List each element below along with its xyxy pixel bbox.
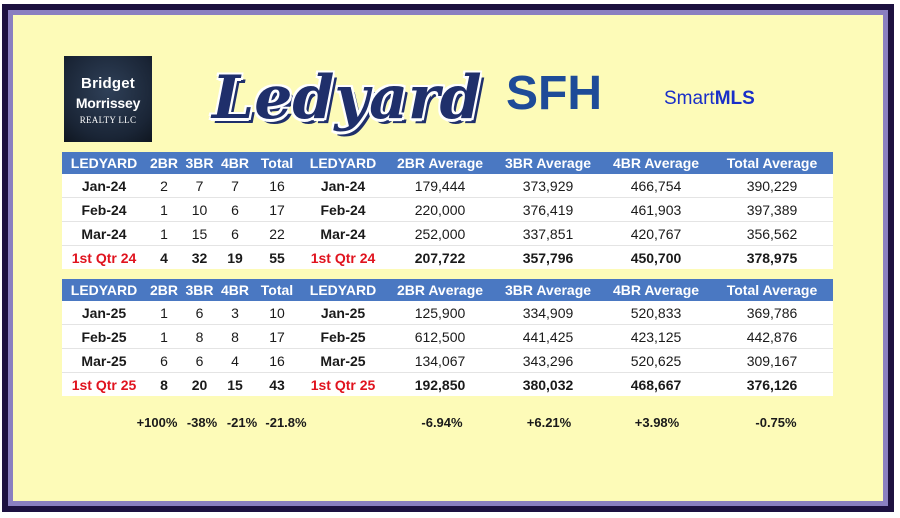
table-row: [62, 198, 833, 222]
table-header-row: [62, 152, 833, 174]
count-cell: 6: [182, 349, 217, 373]
count-cell: 1: [146, 198, 182, 222]
count-cell: 6: [146, 349, 182, 373]
average-cell: 441,425: [495, 325, 601, 349]
change-3br: -38%: [186, 415, 218, 430]
month-cell: Mar-25: [62, 349, 146, 373]
realty-logo: [64, 56, 152, 142]
average-cell: 420,767: [601, 222, 711, 246]
count-cell: 6: [217, 198, 253, 222]
month-cell: Feb-24: [62, 198, 146, 222]
change-4br: -21%: [226, 415, 258, 430]
average-cell: 207,722: [414, 249, 466, 266]
change-total: -21.8%: [265, 415, 307, 430]
header-cell: Total: [253, 279, 301, 301]
quarter-label: 1st Qtr 25: [71, 376, 137, 393]
month-cell: Jan-25: [62, 301, 146, 325]
average-cell: 376,126: [746, 376, 798, 393]
count-cell: 43: [269, 376, 285, 393]
quarter-summary-row: [62, 373, 833, 397]
property-type-label: SFH: [506, 67, 602, 120]
average-cell: 376,419: [495, 198, 601, 222]
average-cell: 179,444: [385, 174, 495, 198]
header-cell: 2BR Average: [385, 152, 495, 174]
table-row: [62, 174, 833, 198]
month-cell: Mar-24: [301, 222, 385, 246]
average-cell: 450,700: [630, 249, 682, 266]
logo-line-1: Bridget: [81, 75, 135, 92]
count-cell: 19: [227, 249, 243, 266]
table-row: [62, 325, 833, 349]
change-3br-average: +6.21%: [526, 415, 572, 430]
average-cell: 520,625: [601, 349, 711, 373]
average-cell: 125,900: [385, 301, 495, 325]
count-cell: 3: [217, 301, 253, 325]
change-2br: +100%: [136, 415, 178, 430]
header-cell: LEDYARD: [62, 279, 146, 301]
month-cell: Feb-25: [62, 325, 146, 349]
month-cell: Jan-24: [301, 174, 385, 198]
average-cell: 252,000: [385, 222, 495, 246]
average-cell: 612,500: [385, 325, 495, 349]
month-cell: Feb-24: [301, 198, 385, 222]
average-cell: 468,667: [630, 376, 682, 393]
town-title: Ledyard: [212, 63, 482, 133]
header-cell: 4BR Average: [601, 279, 711, 301]
sales-table-2025: [62, 279, 833, 396]
average-cell: 390,229: [711, 174, 833, 198]
count-cell: 32: [191, 249, 208, 266]
header-cell: LEDYARD: [301, 279, 385, 301]
sales-table-2024: [62, 152, 833, 269]
average-cell: 334,909: [495, 301, 601, 325]
average-cell: 442,876: [711, 325, 833, 349]
source-prefix: Smart: [664, 88, 715, 109]
count-cell: 17: [253, 325, 301, 349]
count-cell: 16: [253, 349, 301, 373]
table-row: [62, 222, 833, 246]
quarter-label: 1st Qtr 24: [71, 249, 137, 266]
count-cell: 22: [253, 222, 301, 246]
count-cell: 15: [227, 376, 243, 393]
average-cell: 373,929: [495, 174, 601, 198]
count-cell: 7: [217, 174, 253, 198]
average-cell: 337,851: [495, 222, 601, 246]
table-header-row: [62, 279, 833, 301]
month-cell: Mar-25: [301, 349, 385, 373]
count-cell: 15: [182, 222, 217, 246]
average-cell: 134,067: [385, 349, 495, 373]
header-cell: Total: [253, 152, 301, 174]
average-cell: 357,796: [522, 249, 574, 266]
header-cell: Total Average: [711, 152, 833, 174]
count-cell: 17: [253, 198, 301, 222]
count-cell: 4: [160, 249, 168, 266]
average-cell: 380,032: [522, 376, 574, 393]
table-row: [62, 349, 833, 373]
count-cell: 10: [253, 301, 301, 325]
count-cell: 8: [160, 376, 168, 393]
count-cell: 7: [182, 174, 217, 198]
average-cell: 309,167: [711, 349, 833, 373]
header-cell: 3BR: [182, 279, 217, 301]
header-cell: 4BR: [217, 152, 253, 174]
average-cell: 356,562: [711, 222, 833, 246]
data-source-label: [664, 88, 755, 110]
month-cell: Jan-24: [62, 174, 146, 198]
average-cell: 520,833: [601, 301, 711, 325]
month-cell: Jan-25: [301, 301, 385, 325]
count-cell: 1: [146, 222, 182, 246]
average-cell: 220,000: [385, 198, 495, 222]
count-cell: 16: [253, 174, 301, 198]
count-cell: 20: [191, 376, 208, 393]
count-cell: 1: [146, 325, 182, 349]
average-cell: 192,850: [414, 376, 466, 393]
count-cell: 2: [146, 174, 182, 198]
count-cell: 8: [182, 325, 217, 349]
average-cell: 397,389: [711, 198, 833, 222]
header-cell: 4BR: [217, 279, 253, 301]
change-4br-average: +3.98%: [634, 415, 680, 430]
header-cell: 2BR Average: [385, 279, 495, 301]
header-cell: 2BR: [146, 152, 182, 174]
count-cell: 4: [217, 349, 253, 373]
count-cell: 6: [182, 301, 217, 325]
count-cell: 8: [217, 325, 253, 349]
quarter-label: 1st Qtr 25: [310, 376, 376, 393]
average-cell: 343,296: [495, 349, 601, 373]
average-cell: 466,754: [601, 174, 711, 198]
quarter-label: 1st Qtr 24: [310, 249, 376, 266]
average-cell: 369,786: [711, 301, 833, 325]
header-cell: 3BR Average: [495, 152, 601, 174]
count-cell: 55: [269, 249, 285, 266]
change-total-average: -0.75%: [755, 415, 797, 430]
logo-line-3: REALTY LLC: [79, 115, 137, 125]
quarter-summary-row: [62, 246, 833, 270]
count-cell: 10: [182, 198, 217, 222]
header-cell: LEDYARD: [301, 152, 385, 174]
count-cell: 1: [146, 301, 182, 325]
logo-line-2: Morrissey: [75, 95, 141, 111]
average-cell: 461,903: [601, 198, 711, 222]
average-cell: 378,975: [746, 249, 798, 266]
header-cell: LEDYARD: [62, 152, 146, 174]
header-cell: 2BR: [146, 279, 182, 301]
month-cell: Feb-25: [301, 325, 385, 349]
change-2br-average: -6.94%: [421, 415, 463, 430]
header-cell: Total Average: [711, 279, 833, 301]
average-cell: 423,125: [601, 325, 711, 349]
table-row: [62, 301, 833, 325]
count-cell: 6: [217, 222, 253, 246]
header-cell: 3BR: [182, 152, 217, 174]
header-cell: 3BR Average: [495, 279, 601, 301]
source-bold: MLS: [714, 88, 755, 109]
month-cell: Mar-24: [62, 222, 146, 246]
header-cell: 4BR Average: [601, 152, 711, 174]
